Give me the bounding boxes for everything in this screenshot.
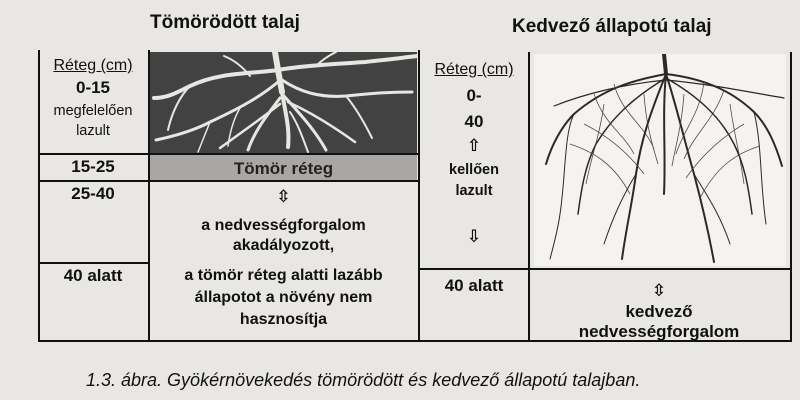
left-title: Tömörödött talaj [150, 12, 300, 33]
left-depth-0-15: 0-15 [75, 78, 111, 97]
compacted-roots-illustration [150, 52, 417, 153]
moisture-text-line1: a nedvességforgalom [201, 217, 366, 234]
compacted-roots-photo [150, 52, 417, 153]
left-desc-line2: lazult [76, 123, 110, 139]
row-divider [38, 262, 150, 264]
moisture-text-line2: akadályozott, [232, 237, 335, 254]
subsoil-text-line3: hasznosítja [239, 311, 328, 328]
favorable-roots-photo [534, 54, 786, 266]
right-depth-below-40: 40 alatt [444, 276, 504, 295]
row-divider [38, 180, 420, 182]
favorable-text-line1: kedvező [625, 302, 693, 321]
subsoil-text-line1: a tömör réteg alatti lazább [184, 267, 383, 284]
right-desc-line1: kellően [449, 162, 499, 178]
subsoil-text-line2: állapotot a növény nem [194, 289, 373, 306]
right-depth-bottom: 40 [464, 112, 484, 131]
right-header: Réteg (cm) [434, 61, 514, 78]
row-divider [38, 340, 420, 342]
compact-layer-label: Tömör réteg [233, 159, 334, 178]
right-desc-line2: lazult [455, 183, 493, 199]
left-depth-25-40: 25-40 [71, 184, 115, 203]
favorable-text-line2: nedvességforgalom [578, 322, 740, 341]
left-desc-line1: megfelelően [53, 103, 133, 119]
left-header: Réteg (cm) [53, 57, 133, 74]
right-title: Kedvező állapotú talaj [512, 16, 712, 37]
right-depth-top: 0- [466, 86, 482, 105]
row-divider [420, 268, 792, 270]
left-depth-below-40: 40 alatt [63, 266, 123, 285]
figure-caption: 1.3. ábra. Gyökérnövekedés tömörödött és kedvező állapotú talajban. [86, 370, 641, 390]
favorable-roots-illustration [534, 54, 786, 266]
updown-arrow-icon: ⇳ [651, 281, 667, 300]
updown-arrow-icon: ⇳ [276, 187, 291, 206]
arrow-down-icon: ⇩ [466, 227, 482, 246]
arrow-up-icon: ⇧ [466, 136, 482, 155]
left-depth-15-25: 15-25 [71, 157, 115, 176]
right-table-border [790, 52, 792, 342]
